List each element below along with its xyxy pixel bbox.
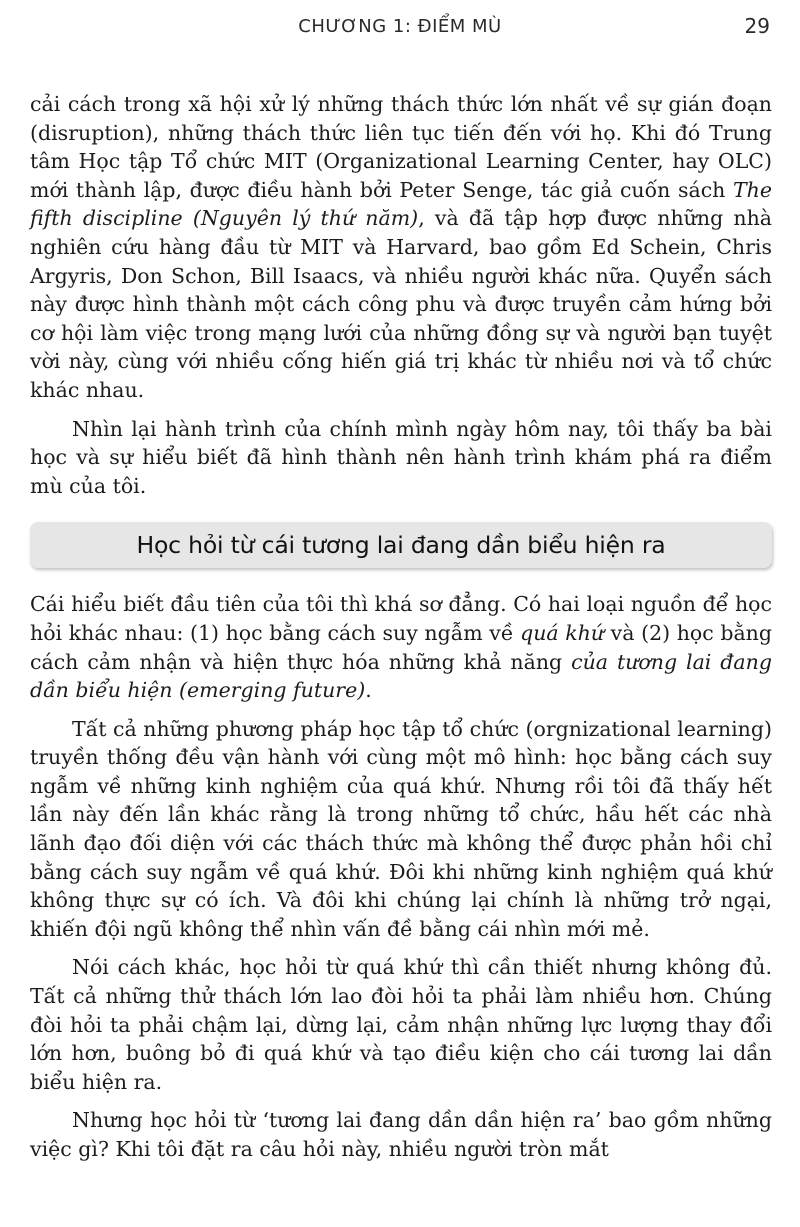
paragraph-1 [30, 90, 772, 405]
paragraph-3-text-c: . [365, 678, 372, 703]
paragraph-2: Nhìn lại hành trình của chính mình ngày hôm nay, tôi thấy ba bài học và sự hiểu biết đã hình thành nên hành trình khám phá ra điểm mù của tôi. [30, 416, 772, 498]
chapter-title: CHƯƠNG 1: ĐIỂM MÙ [298, 16, 502, 37]
paragraph-1-text-b: , và đã tập hợp được những nhà nghiên cứu hàng đầu từ MIT và Harvard, bao gồm Ed Schein, Chris Argyris, Don Schon, Bill Isaacs, và nhiều người khác nữa. Quyển sách này được hình thành một cách công phu và được truyền cảm hứng bởi cơ hội làm việc trong mạng lưới của những đồng sự và người bạn tuyệt vời này, cùng với nhiều cống hiến giá trị khác từ nhiều nơi và tổ chức khác nhau. [30, 206, 772, 402]
emphasis-past: quá khứ [520, 620, 605, 645]
running-header [0, 16, 800, 44]
paragraph-1-text-a: cải cách trong xã hội xử lý những thách thức lớn nhất về sự gián đoạn (disruption), những thách thức liên tục tiến đến với họ. Khi đó Trung tâm Học tập Tổ chức MIT (Organizational Learning Center, hay OLC) mới thành lập, được điều hành bởi Peter Senge, tác giả cuốn sách [30, 92, 772, 202]
paragraph-3-text-a: Cái hiểu biết đầu tiên của tôi thì khá sơ đẳng. Có hai loại nguồn để học hỏi khác nhau: (1) học bằng cách suy ngẫm về [30, 592, 772, 645]
paragraph-5: Nói cách khác, học hỏi từ quá khứ thì cần thiết nhưng không đủ. Tất cả những thử thách lớn lao đòi hỏi ta phải làm nhiều hơn. Chúng đòi hỏi ta phải chậm lại, dừng lại, cảm nhận những lực lượng thay đổi lớn hơn, buông bỏ đi quá khứ và tạo điều kiện cho cái tương lai dần biểu hiện ra. [30, 955, 772, 1094]
paragraph-3 [30, 590, 772, 704]
paragraph-3-text-b: và (2) học bằng cách cảm nhận và hiện thực hóa những khả năng [30, 620, 773, 674]
book-title: The fifth discipline (Nguyên lý thứ năm) [30, 177, 772, 231]
paragraph-6: Nhưng học hỏi từ ‘tương lai đang dần dần hiện ra’ bao gồm những việc gì? Khi tôi đặt ra câu hỏi này, nhiều người tròn mắt [30, 1108, 772, 1161]
emphasis-future: của tương lai đang dần biểu hiện (emerging future) [30, 649, 772, 703]
section-heading: Học hỏi từ cái tương lai đang dần biểu hiện ra [30, 522, 772, 568]
page-number: 29 [744, 14, 770, 38]
page-body [30, 90, 772, 1174]
paragraph-4: Tất cả những phương pháp học tập tổ chức (orgnizational learning) truyền thống đều vận hành với cùng một mô hình: học bằng cách suy ngẫm về những kinh nghiệm của quá khứ. Nhưng rồi tôi đã thấy hết lần này đến lần khác rằng là trong những tổ chức, hầu hết các nhà lãnh đạo đối diện với các thách thức mà không thể được phản hồi chỉ bằng cách suy ngẫm về quá khứ. Đôi khi những kinh nghiệm quá khứ không thực sự có ích. Và đôi khi chúng lại chính là những trở ngại, khiến đội ngũ không thể nhìn vấn đề bằng cái nhìn mới mẻ. [30, 716, 772, 941]
